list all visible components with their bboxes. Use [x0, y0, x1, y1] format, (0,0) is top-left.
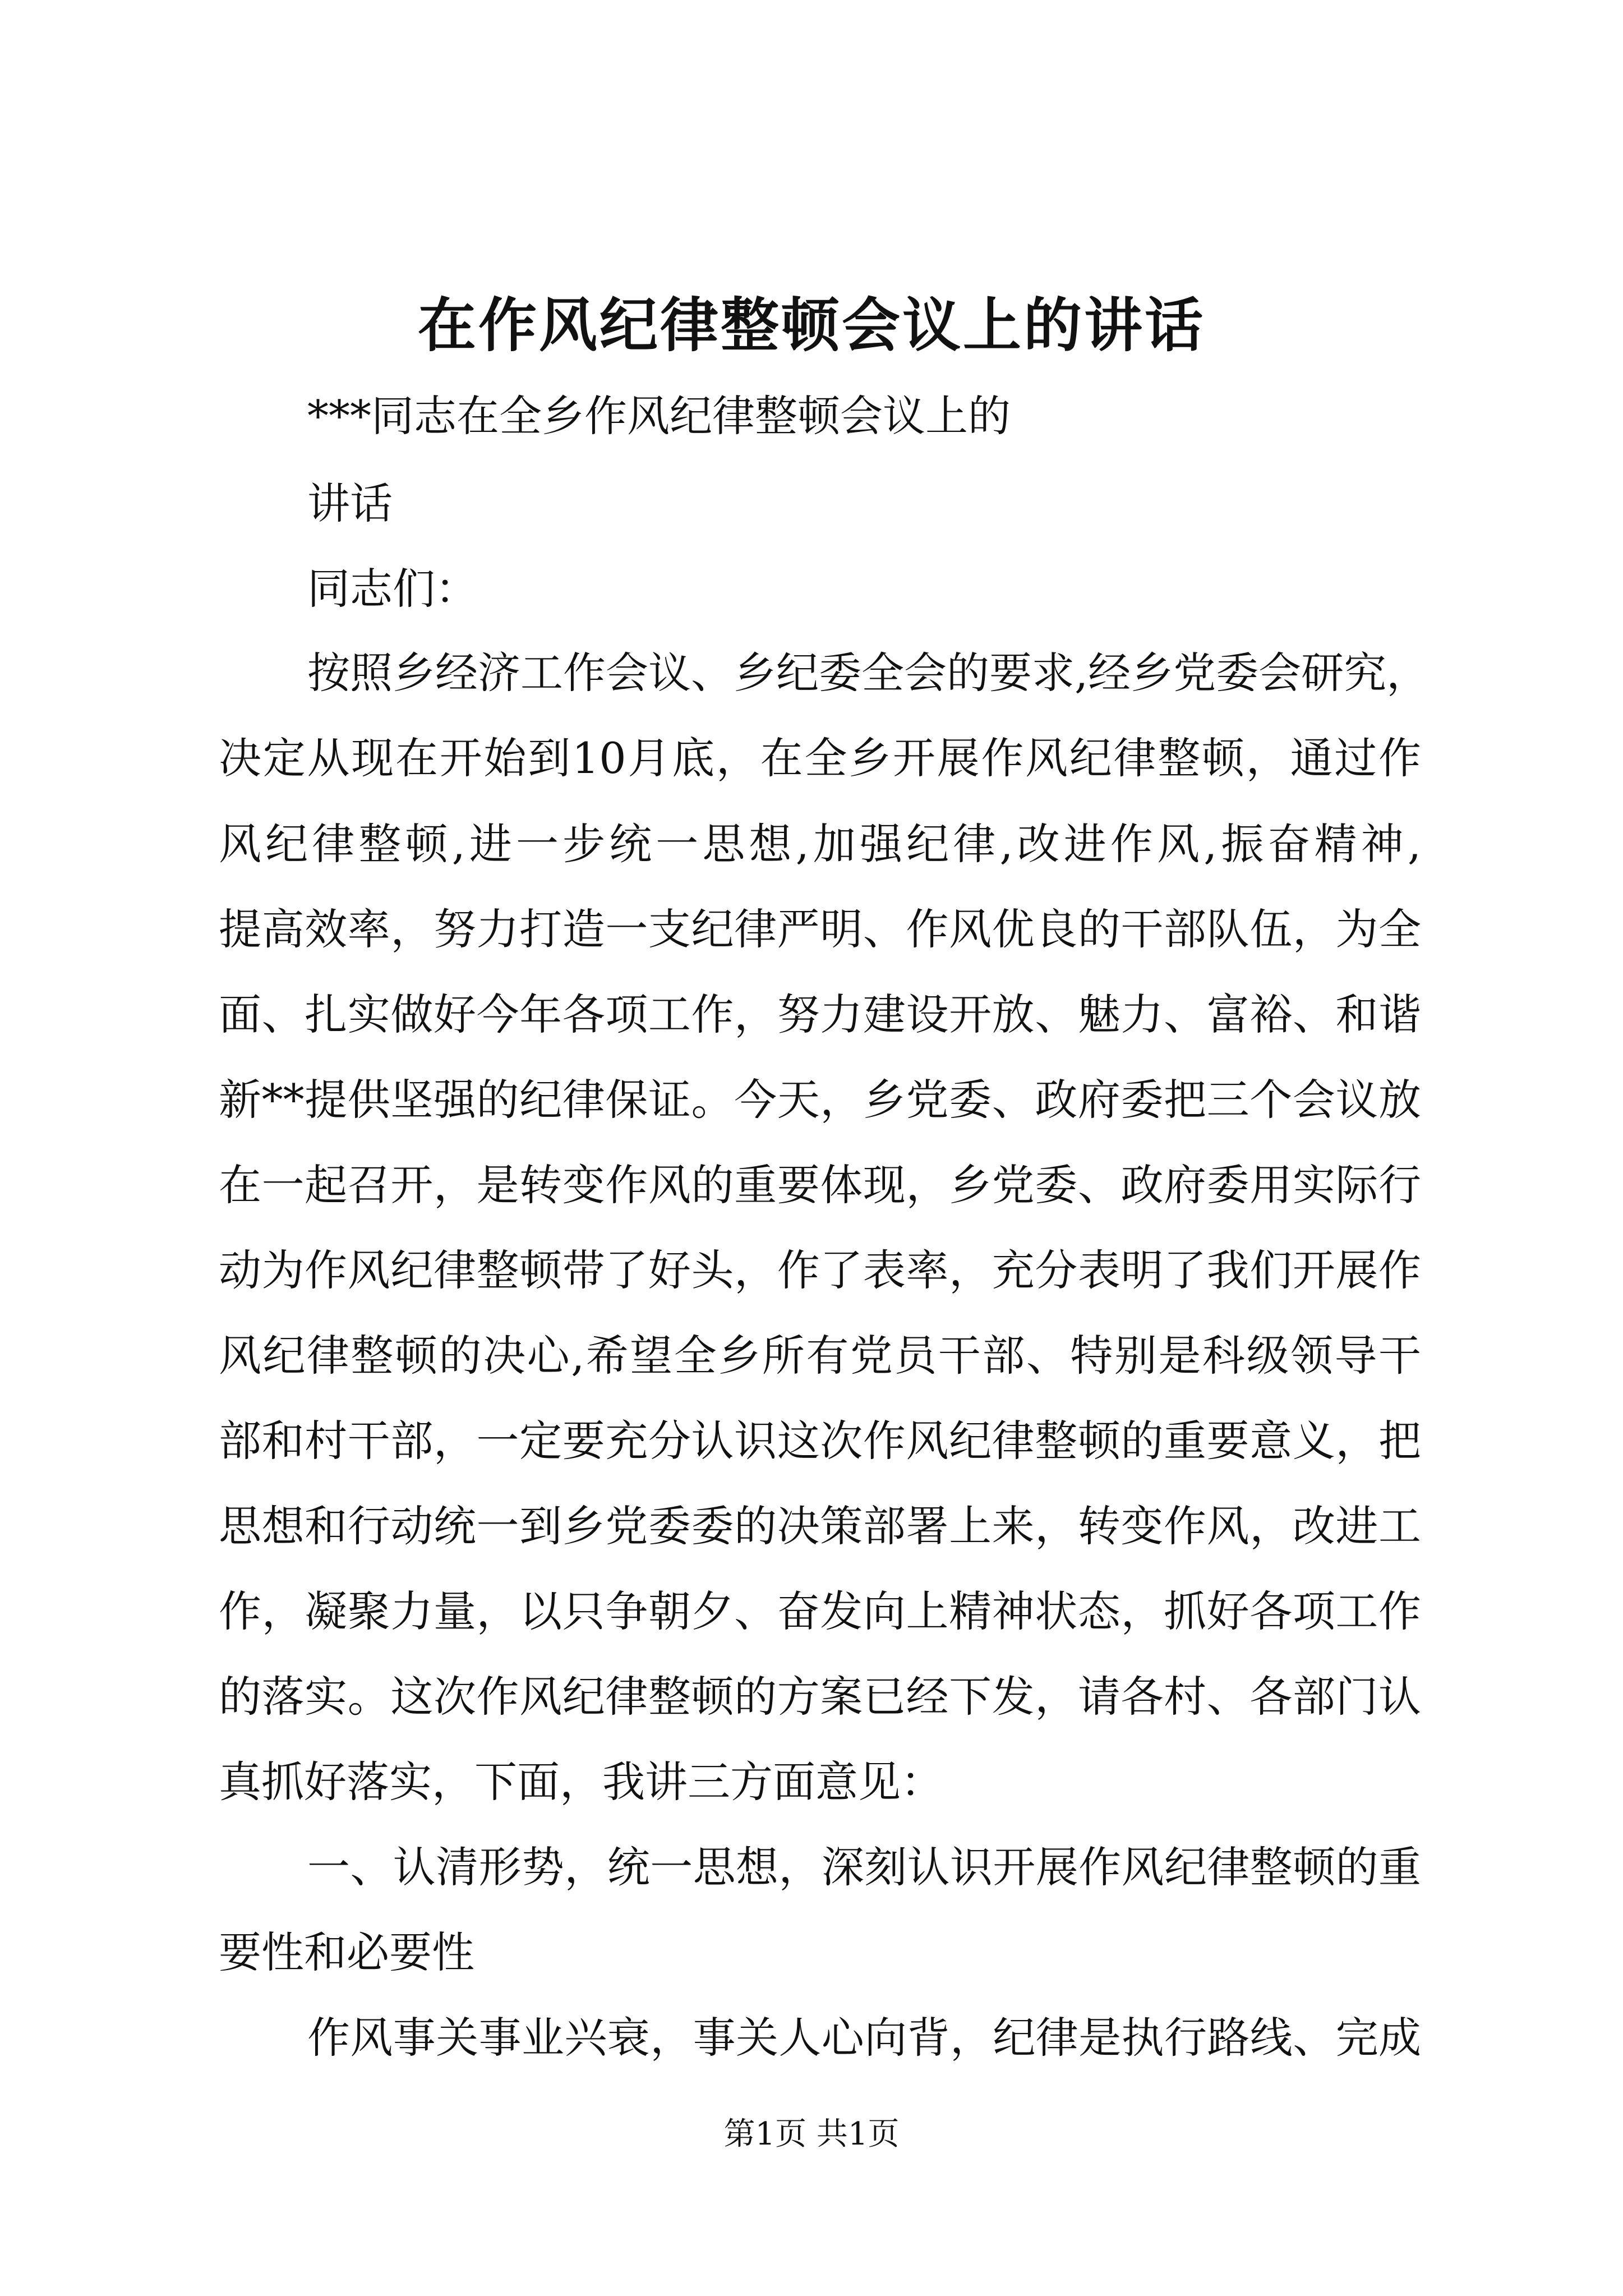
paragraph-1-line: 风纪律整顿的决心,希望全乡所有党员干部、特别是科级领导干 [219, 1331, 1421, 1381]
paragraph-1-line: 风纪律整顿,进一步统一思想,加强纪律,改进作风,振奋精神, [219, 819, 1421, 869]
subtitle-line-1: ***同志在全乡作风纪律整顿会议上的 [307, 391, 1011, 441]
page-footer: 第1页 共1页 [723, 2116, 900, 2152]
paragraph-1-line: 部和村干部，一定要充分认识这次作风纪律整顿的重要意义，把 [219, 1416, 1421, 1466]
paragraph-1-line: 决定从现在开始到10月底，在全乡开展作风纪律整顿，通过作 [219, 733, 1421, 783]
paragraph-1-line: 按照乡经济工作会议、乡纪委全会的要求,经乡党委会研究， [307, 648, 1430, 698]
salutation: 同志们： [307, 564, 478, 614]
paragraph-1-line: 动为作风纪律整顿带了好头，作了表率，充分表明了我们开展作 [219, 1245, 1421, 1295]
paragraph-1-line: 真抓好落实，下面，我讲三方面意见： [219, 1757, 943, 1807]
paragraph-1-line: 作，凝聚力量，以只争朝夕、奋发向上精神状态，抓好各项工作 [219, 1586, 1421, 1636]
section-heading-1-cont: 要性和必要性 [219, 1927, 474, 1977]
document-title: 在作风纪律整顿会议上的讲话 [417, 291, 1205, 360]
paragraph-1-line: 在一起召开，是转变作风的重要体现，乡党委、政府委用实际行 [219, 1160, 1421, 1210]
paragraph-1-line: 新**提供坚强的纪律保证。今天，乡党委、政府委把三个会议放 [219, 1075, 1421, 1125]
subtitle-line-2: 讲话 [307, 478, 393, 528]
paragraph-1-line: 思想和行动统一到乡党委委的决策部署上来，转变作风，改进工 [219, 1501, 1421, 1551]
paragraph-2-line: 作风事关事业兴衰，事关人心向背，纪律是执行路线、完成 [307, 2013, 1421, 2063]
paragraph-1-line: 面、扎实做好今年各项工作，努力建设开放、魅力、富裕、和谐 [219, 990, 1421, 1039]
paragraph-1-line: 提高效率，努力打造一支纪律严明、作风优良的干部队伍，为全 [219, 904, 1421, 954]
section-heading-1: 一、认清形势，统一思想，深刻认识开展作风纪律整顿的重 [307, 1842, 1421, 1892]
paragraph-1-line: 的落实。这次作风纪律整顿的方案已经下发，请各村、各部门认 [219, 1672, 1421, 1722]
